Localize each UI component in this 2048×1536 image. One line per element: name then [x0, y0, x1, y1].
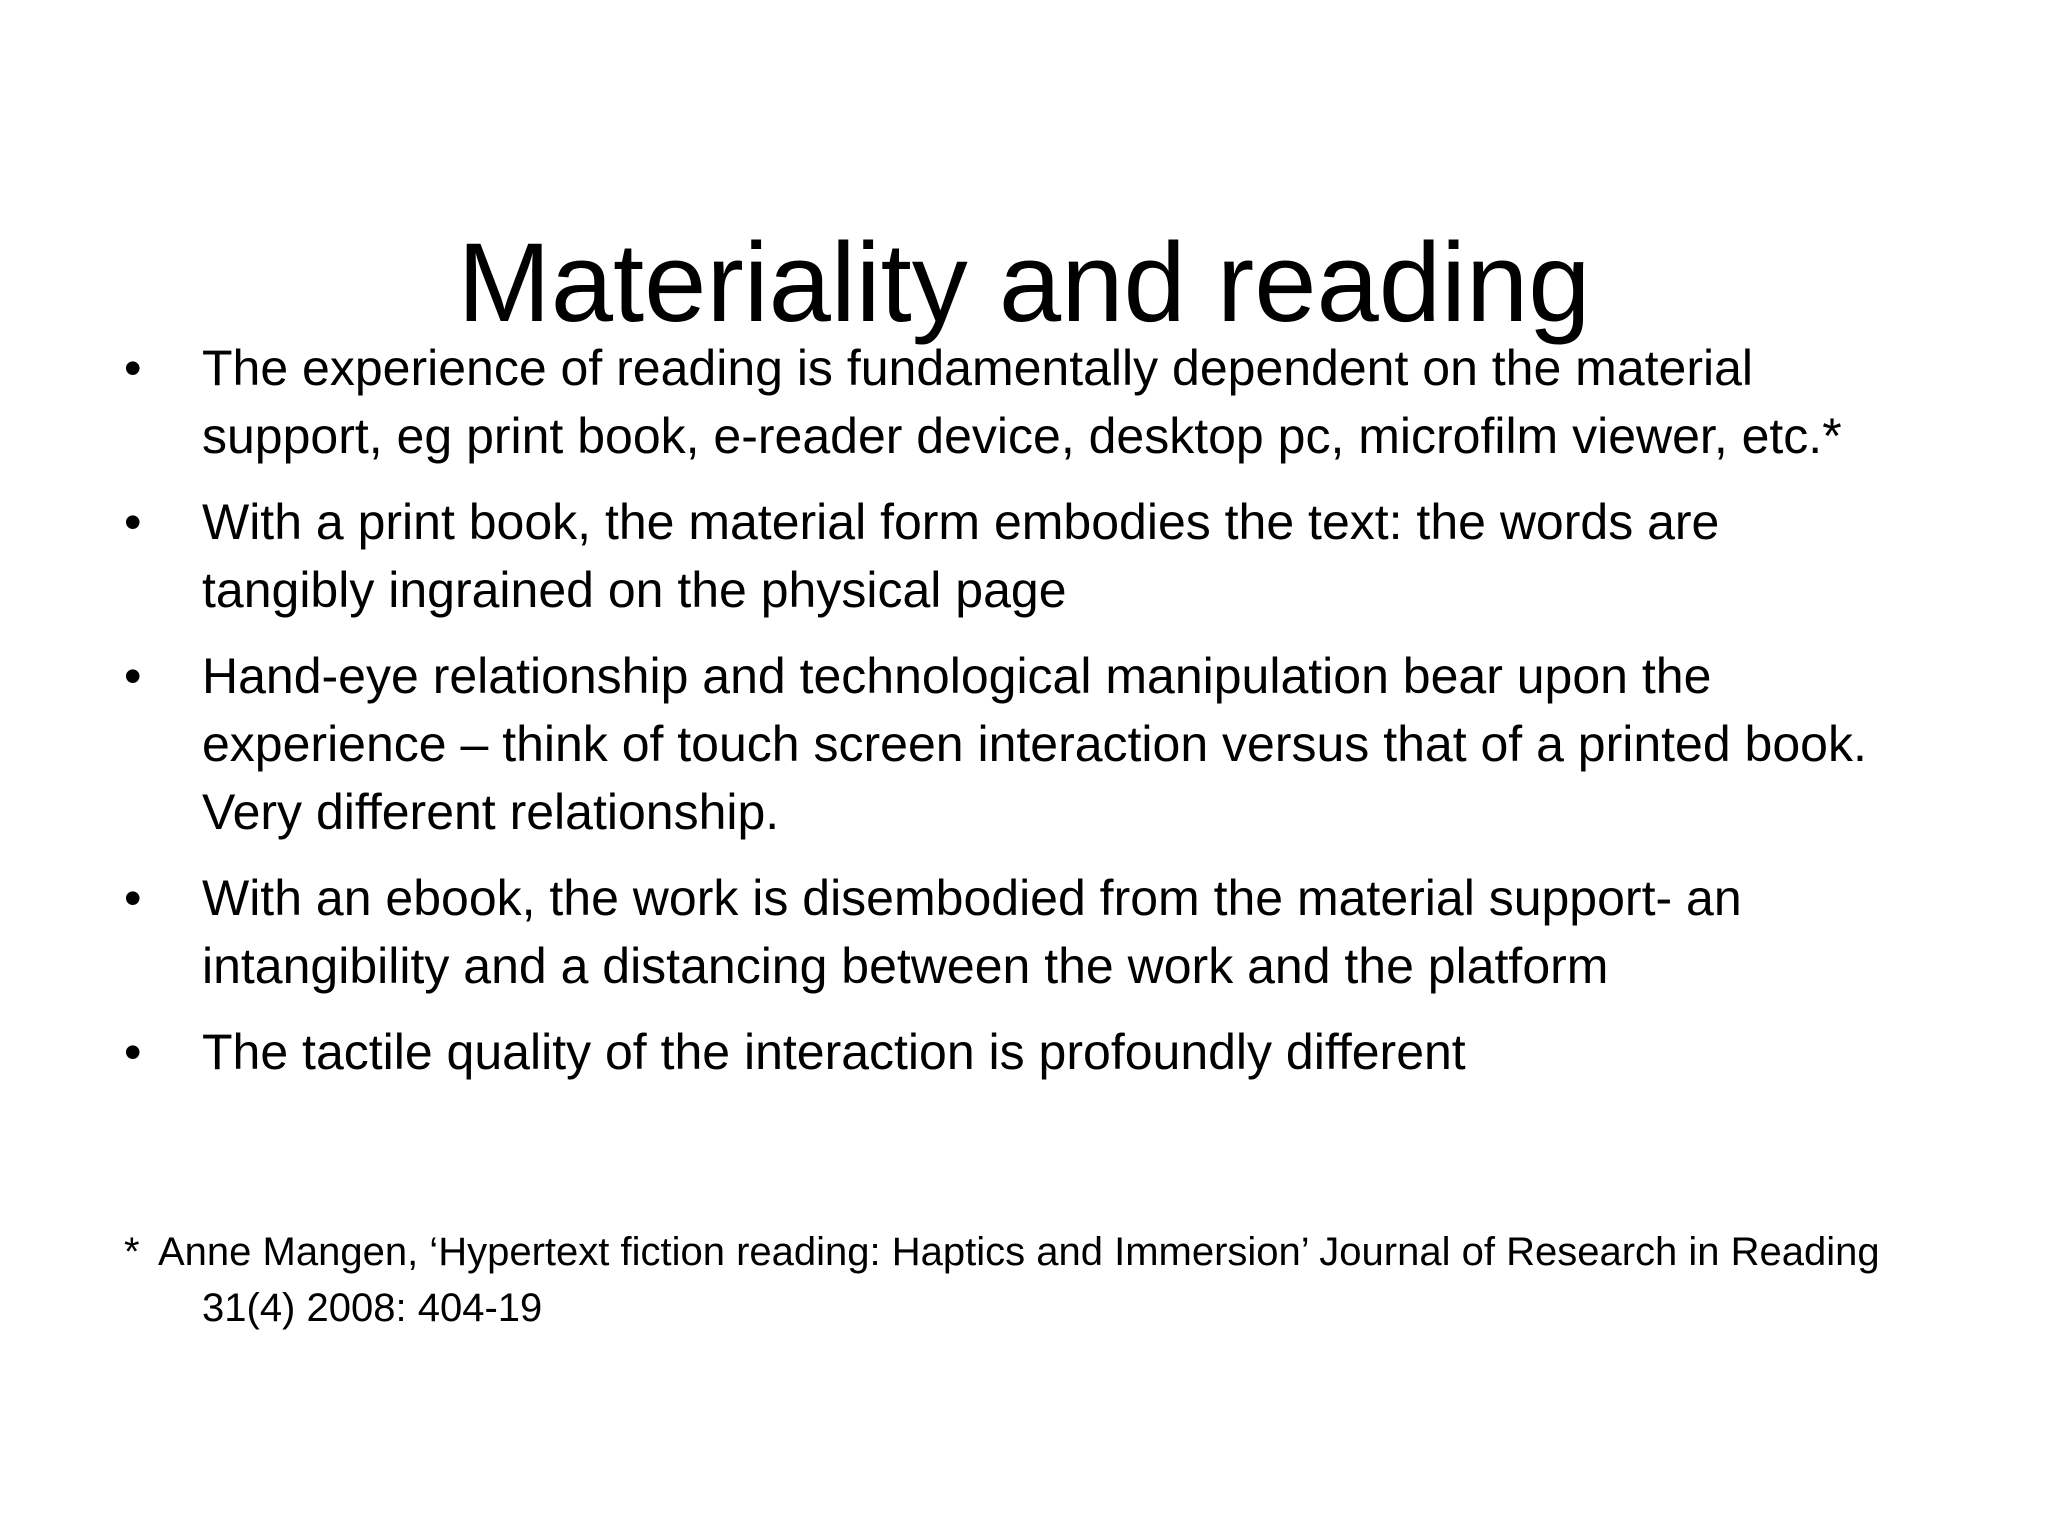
footnote-marker: *	[124, 1230, 140, 1274]
bullet-item	[0, 334, 1882, 470]
bullet-text: Hand-eye relationship and technological manipulation bear upon the experience – think of touch screen interaction versus that of a printed book. Very different relationship.	[202, 648, 1867, 840]
bullet-item	[0, 1018, 1882, 1086]
bullet-icon: •	[124, 870, 142, 926]
bullet-item	[0, 642, 1882, 846]
bullet-list	[0, 334, 2048, 1104]
bullet-text: With a print book, the material form embodies the text: the words are tangibly ingrained on the physical page	[202, 494, 1720, 618]
bullet-text: The experience of reading is fundamentally dependent on the material support, eg print book, e-reader device, desktop pc, microfilm viewer, etc.*	[202, 340, 1842, 464]
footnote	[124, 1224, 1902, 1336]
bullet-item	[0, 864, 1882, 1000]
footnote-text: Anne Mangen, ‘Hypertext fiction reading: Haptics and Immersion’ Journal of Research in Reading 31(4) 2008: 404-19	[158, 1230, 1880, 1330]
bullet-icon: •	[124, 648, 142, 704]
bullet-text: With an ebook, the work is disembodied from the material support- an intangibility and a distancing between the work and the platform	[202, 870, 1742, 994]
bullet-text: The tactile quality of the interaction is profoundly different	[202, 1024, 1466, 1080]
bullet-item	[0, 488, 1882, 624]
bullet-icon: •	[124, 1024, 142, 1080]
slide-title: Materiality and reading	[457, 220, 1591, 346]
bullet-icon: •	[124, 494, 142, 550]
bullet-icon: •	[124, 340, 142, 396]
